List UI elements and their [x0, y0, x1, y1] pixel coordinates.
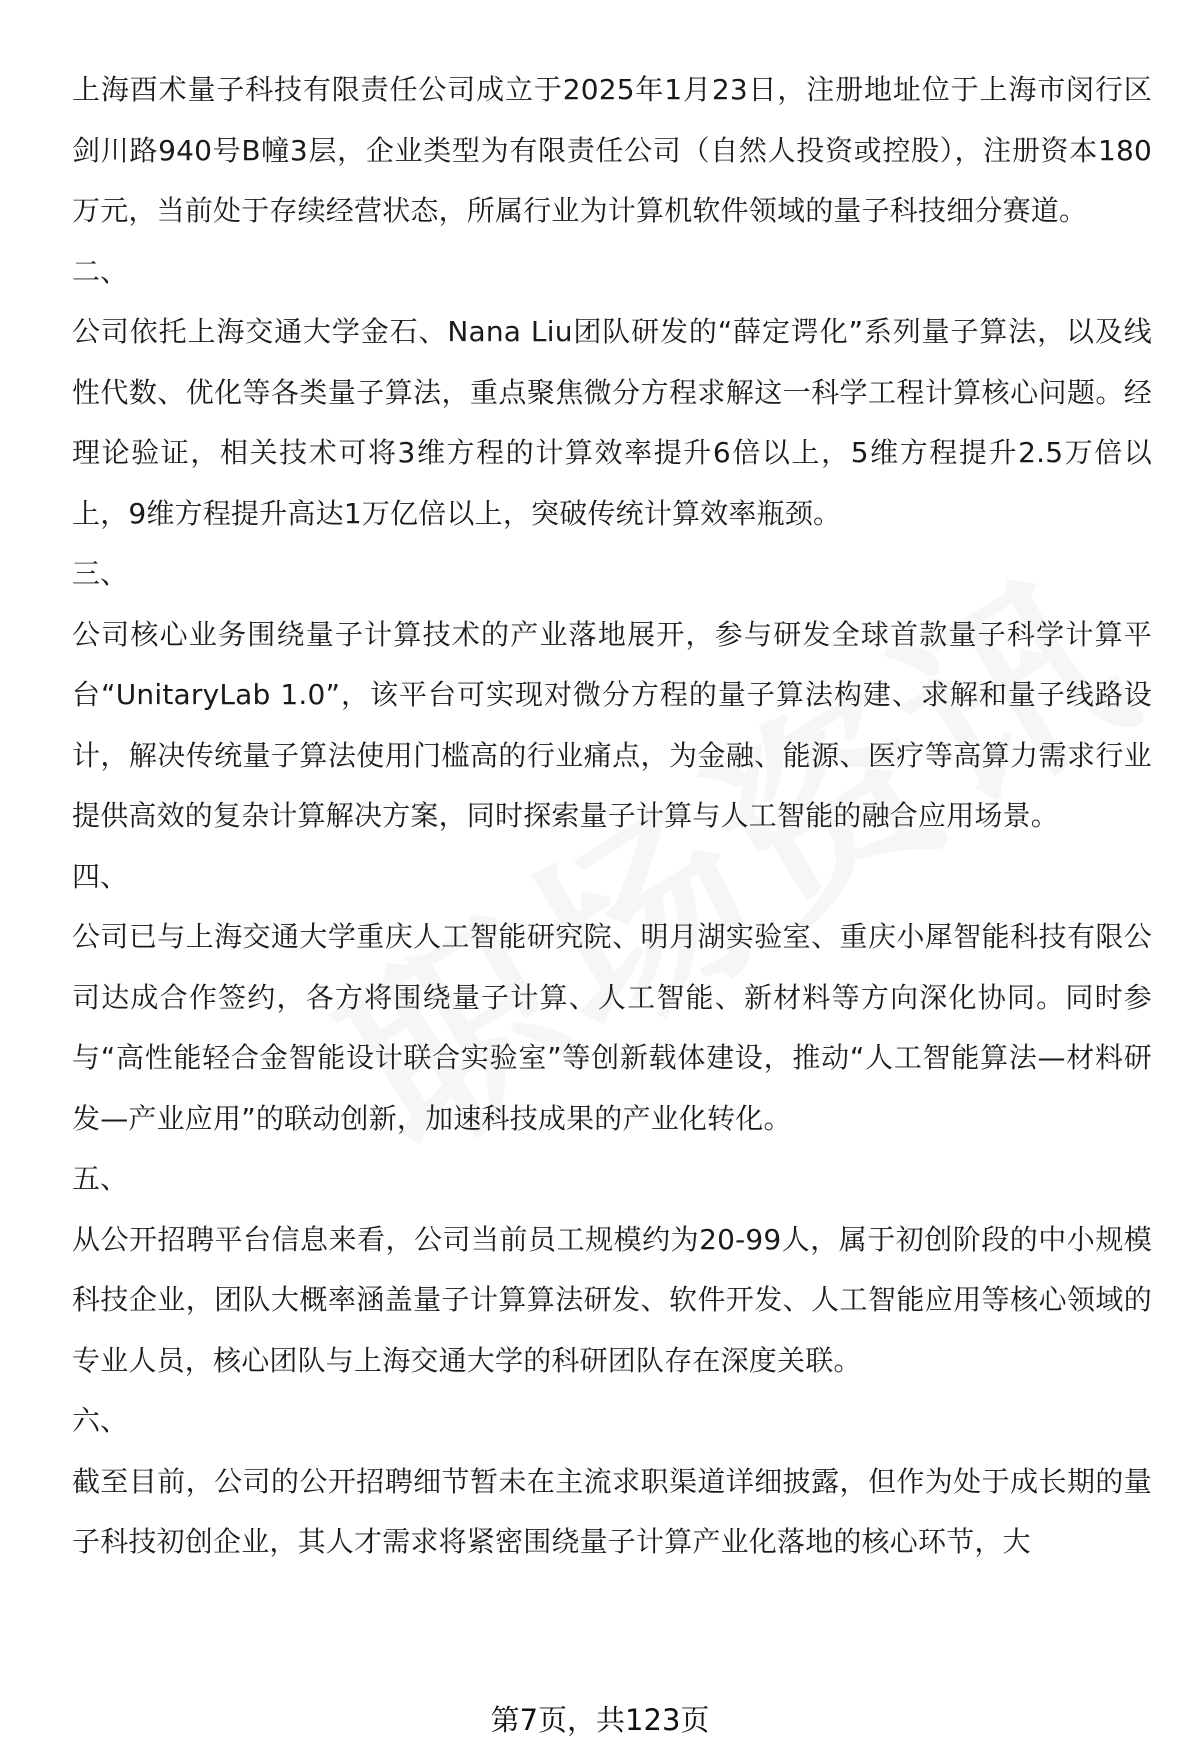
section-heading-2: 二、	[72, 254, 129, 288]
paragraph-company-intro: 上海酉术量子科技有限责任公司成立于2025年1月23日，注册地址位于上海市闵行区剑川路940号B幢3层，企业类型为有限责任公司（自然人投资或控股），注册资本180万元，当前处于存续经营状态，所属行业为计算机软件领域的量子科技细分赛道。	[72, 73, 1152, 227]
section-heading-6: 六、	[72, 1404, 129, 1437]
paragraph-technology: 公司依托上海交通大学金石、Nana Liu团队研发的“薛定谔化”系列量子算法，以及线性代数、优化等各类量子算法，重点聚焦微分方程求解这一科学工程计算核心问题。经理论验证，相关技术可将3维方程的计算效率提升6倍以上，5维方程提升2.5万倍以上，9维方程提升高达1万亿倍以上，突破传统计算效率瓶颈。	[72, 315, 1152, 530]
paragraph-team: 从公开招聘平台信息来看，公司当前员工规模约为20-99人，属于初创阶段的中小规模科技企业，团队大概率涵盖量子计算算法研发、软件开发、人工智能应用等核心领域的专业人员，核心团队与上海交通大学的科研团队存在深度关联。	[72, 1222, 1152, 1377]
paragraph-recruitment: 截至目前，公司的公开招聘细节暂未在主流求职渠道详细披露，但作为处于成长期的量子科技初创企业，其人才需求将紧密围绕量子计算产业化落地的核心环节，大	[72, 1464, 1152, 1558]
section-heading-3: 三、	[72, 557, 129, 590]
paragraph-cooperation: 公司已与上海交通大学重庆人工智能研究院、明月湖实验室、重庆小犀智能科技有限公司达成合作签约，各方将围绕量子计算、人工智能、新材料等方向深化协同。同时参与“高性能轻合金智能设计联合实验室”等创新载体建设，推动“人工智能算法—材料研发—产业应用”的联动创新，加速科技成果的产业化转化。	[72, 920, 1152, 1135]
page-number: 第7页，共123页	[490, 1703, 710, 1737]
document-body	[72, 60, 1152, 1573]
paragraph-business: 公司核心业务围绕量子计算技术的产业落地展开，参与研发全球首款量子科学计算平台“UnitaryLab 1.0”，该平台可实现对微分方程的量子算法构建、求解和量子线路设计，解决传统量子算法使用门槛高的行业痛点，为金融、能源、医疗等高算力需求行业提供高效的复杂计算解决方案，同时探索量子计算与人工智能的融合应用场景。	[72, 617, 1152, 832]
section-heading-5: 五、	[72, 1162, 129, 1195]
section-heading-4: 四、	[72, 859, 129, 893]
